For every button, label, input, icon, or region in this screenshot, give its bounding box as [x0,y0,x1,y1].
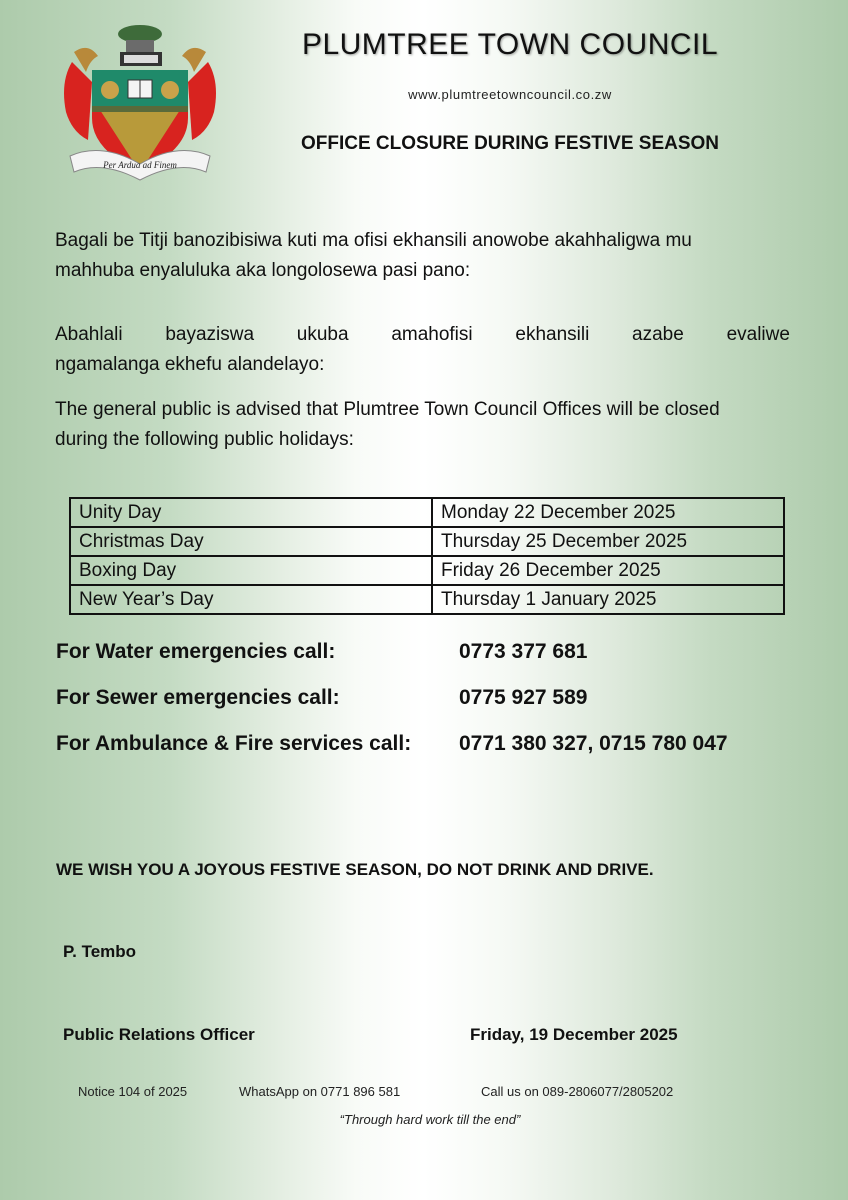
paragraph-ndebele [55,320,790,380]
holiday-name: Christmas Day [70,527,432,556]
holiday-name: Unity Day [70,498,432,527]
emergency-phone[interactable]: 0771 380 327, 0715 780 047 [459,732,728,755]
svg-text:Per Ardua ad Finem: Per Ardua ad Finem [103,160,177,170]
word: amahofisi [391,324,473,345]
website-link[interactable]: www.plumtreetowncouncil.co.zw [408,87,612,102]
emergency-label: For Water emergencies call: [56,640,336,663]
notice-title: OFFICE CLOSURE DURING FESTIVE SEASON [300,133,720,154]
word: ukuba [296,324,349,345]
holiday-date: Thursday 1 January 2025 [432,585,784,614]
emergency-phone[interactable]: 0775 927 589 [459,686,588,709]
holiday-name: Boxing Day [70,556,432,585]
paragraph-english-line1: The general public is advised that Plumtree Town Council Offices will be closed [55,399,720,420]
organization-title: PLUMTREE TOWN COUNCIL [301,28,719,61]
table-row [70,527,784,556]
paragraph-kalanga [55,226,790,286]
paragraph-ndebele-line2: ngamalanga ekhefu alandelayo: [55,354,325,375]
table-row [70,585,784,614]
council-motto: “Through hard work till the end” [339,1112,521,1127]
emergency-label: For Ambulance & Fire services call: [56,732,412,755]
holiday-date: Friday 26 December 2025 [432,556,784,585]
notice-number: Notice 104 of 2025 [78,1084,188,1099]
word: bayaziswa [165,324,255,345]
signer-name: P. Tembo [63,942,137,961]
paragraph-english-line2: during the following public holidays: [55,429,354,450]
paragraph-kalanga-line2: mahhuba enyaluluka aka longolosewa pasi pano: [55,260,471,281]
holiday-date: Thursday 25 December 2025 [432,527,784,556]
table-row [70,498,784,527]
holiday-name: New Year’s Day [70,585,432,614]
holiday-date: Monday 22 December 2025 [432,498,784,527]
emergency-phone[interactable]: 0773 377 681 [459,640,588,663]
word: azabe [632,324,684,345]
phone-contact[interactable]: Call us on 089-2806077/2805202 [481,1084,674,1099]
emergency-label: For Sewer emergencies call: [56,686,340,709]
word: ekhansili [515,324,590,345]
word: evaliwe [726,324,790,345]
coat-of-arms-icon [52,22,228,182]
festive-wish: WE WISH YOU A JOYOUS FESTIVE SEASON, DO NOT DRINK AND DRIVE. [56,860,654,879]
whatsapp-contact[interactable]: WhatsApp on 0771 896 581 [239,1084,401,1099]
notice-date: Friday, 19 December 2025 [470,1025,678,1044]
table-row [70,556,784,585]
word: Abahlali [55,324,123,345]
paragraph-ndebele-line1 [55,320,790,350]
signer-role: Public Relations Officer [63,1025,255,1044]
paragraph-kalanga-line1: Bagali be Titji banozibisiwa kuti ma ofisi ekhansili anowobe akahhaligwa mu [55,230,692,251]
holidays-table [69,497,785,615]
paragraph-english [55,395,790,455]
